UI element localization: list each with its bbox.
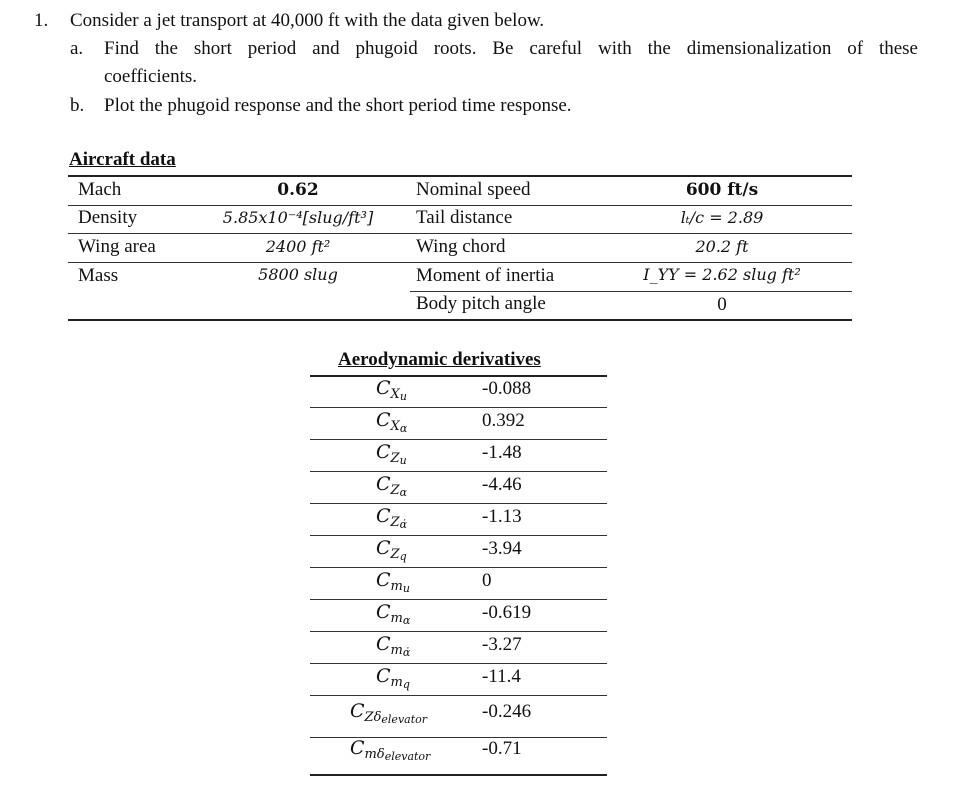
symbol-subscript: m xyxy=(390,579,403,594)
part-a-line1: Find the short period and phugoid roots. Be careful with the dimensionalization of these xyxy=(104,38,918,59)
symbol-base: C xyxy=(376,633,391,655)
label-wing-area: Wing area xyxy=(78,236,156,257)
symbol-sub-subscript: u xyxy=(402,582,410,595)
derivative-value: -1.48 xyxy=(482,442,522,463)
symbol-sub-subscript: elevator xyxy=(384,750,431,763)
derivative-value: -0.088 xyxy=(482,378,532,399)
derivative-symbol xyxy=(376,441,407,467)
derivative-symbol xyxy=(376,665,410,691)
symbol-base: C xyxy=(376,505,391,527)
symbol-base: C xyxy=(376,441,391,463)
symbol-base: C xyxy=(376,537,391,559)
derivative-symbol xyxy=(376,505,407,531)
table-rule-top xyxy=(68,175,852,177)
value-moment-of-inertia: I_YY = 2.62 slug ft² xyxy=(643,265,801,284)
aero-rule-top xyxy=(310,375,607,377)
value-wing-chord: 20.2 ft xyxy=(695,237,749,256)
symbol-base: C xyxy=(350,700,365,722)
value-mass: 5800 slug xyxy=(258,265,338,284)
derivative-value: -0.71 xyxy=(482,738,522,759)
aero-rule xyxy=(310,695,607,696)
symbol-base: C xyxy=(376,601,391,623)
label-mach: Mach xyxy=(78,179,122,200)
symbol-sub-subscript: q xyxy=(399,550,407,563)
derivative-value: -3.94 xyxy=(482,538,522,559)
symbol-base: C xyxy=(376,569,391,591)
label-mass: Mass xyxy=(78,265,119,286)
problem-number: 1. xyxy=(34,10,49,31)
aero-rule xyxy=(310,439,607,440)
table-rule-bottom xyxy=(68,319,852,321)
table-rule xyxy=(68,233,852,234)
derivative-symbol xyxy=(376,377,407,403)
derivative-value: 0 xyxy=(482,570,492,591)
derivative-symbol xyxy=(376,409,407,435)
table-rule xyxy=(410,291,852,292)
symbol-base: C xyxy=(376,409,391,431)
derivative-value: -4.46 xyxy=(482,474,522,495)
symbol-subscript: m xyxy=(390,643,403,658)
symbol-subscript: Z xyxy=(390,451,400,466)
symbol-subscript: Zδ xyxy=(364,710,382,725)
symbol-subscript: mδ xyxy=(364,747,385,762)
aero-rule xyxy=(310,631,607,632)
derivative-symbol xyxy=(376,633,410,659)
derivative-value: -0.246 xyxy=(482,701,532,722)
symbol-sub-subscript: elevator xyxy=(381,713,428,726)
table-rule xyxy=(68,262,852,263)
value-body-pitch-angle: 0 xyxy=(717,294,727,315)
symbol-subscript: X xyxy=(390,419,400,434)
symbol-base: C xyxy=(376,473,391,495)
aero-rule xyxy=(310,407,607,408)
symbol-base: C xyxy=(376,377,391,399)
problem-statement: Consider a jet transport at 40,000 ft with the data given below. xyxy=(70,10,545,31)
value-tail-distance: lₜ/c = 2.89 xyxy=(680,208,764,227)
symbol-sub-subscript: α xyxy=(399,486,408,499)
symbol-subscript: Z xyxy=(390,483,400,498)
symbol-subscript: X xyxy=(390,387,400,402)
symbol-sub-subscript: u xyxy=(399,390,407,403)
label-density: Density xyxy=(78,207,138,228)
derivative-value: -0.619 xyxy=(482,602,532,623)
label-tail-distance: Tail distance xyxy=(416,207,513,228)
aero-rule xyxy=(310,599,607,600)
symbol-sub-subscript: α xyxy=(399,422,408,435)
derivative-symbol xyxy=(376,537,407,563)
derivative-symbol xyxy=(350,700,427,726)
part-a-label: a. xyxy=(70,38,84,59)
symbol-base: C xyxy=(350,737,365,759)
symbol-subscript: m xyxy=(390,675,403,690)
part-b-label: b. xyxy=(70,95,85,116)
aero-rule xyxy=(310,567,607,568)
symbol-sub-subscript: u xyxy=(399,454,407,467)
symbol-sub-subscript: α xyxy=(402,614,411,627)
part-a-line2: coefficients. xyxy=(104,66,198,87)
aero-rule xyxy=(310,471,607,472)
symbol-subscript: Z xyxy=(390,515,400,530)
label-wing-chord: Wing chord xyxy=(416,236,506,257)
value-density: 5.85x10⁻⁴[slug/ft³] xyxy=(222,208,374,227)
derivative-value: -3.27 xyxy=(482,634,522,655)
symbol-subscript: m xyxy=(390,611,403,626)
derivative-symbol xyxy=(350,737,430,763)
derivative-symbol xyxy=(376,601,410,627)
aero-rule xyxy=(310,503,607,504)
value-wing-area: 2400 ft² xyxy=(265,237,331,256)
aero-derivatives-title: Aerodynamic derivatives xyxy=(338,349,541,370)
symbol-sub-subscript: q xyxy=(402,678,410,691)
derivative-symbol xyxy=(376,473,407,499)
derivative-value: -11.4 xyxy=(482,666,521,687)
aircraft-data-title: Aircraft data xyxy=(69,149,176,170)
part-b-line1: Plot the phugoid response and the short period time response. xyxy=(104,95,572,116)
derivative-symbol xyxy=(376,569,410,595)
symbol-sub-subscript: α̇ xyxy=(399,518,408,531)
symbol-sub-subscript: α̇ xyxy=(402,646,411,659)
symbol-subscript: Z xyxy=(390,547,400,562)
derivative-value: -1.13 xyxy=(482,506,522,527)
derivative-value: 0.392 xyxy=(482,410,525,431)
label-moment-of-inertia: Moment of inertia xyxy=(416,265,555,286)
label-body-pitch-angle: Body pitch angle xyxy=(416,293,546,314)
value-nominal-speed: 600 ft/s xyxy=(685,180,759,200)
table-rule xyxy=(68,205,852,206)
symbol-base: C xyxy=(376,665,391,687)
value-mach: 0.62 xyxy=(277,180,319,200)
label-nominal-speed: Nominal speed xyxy=(416,179,531,200)
aero-rule xyxy=(310,663,607,664)
aero-rule xyxy=(310,535,607,536)
aero-rule xyxy=(310,774,607,776)
